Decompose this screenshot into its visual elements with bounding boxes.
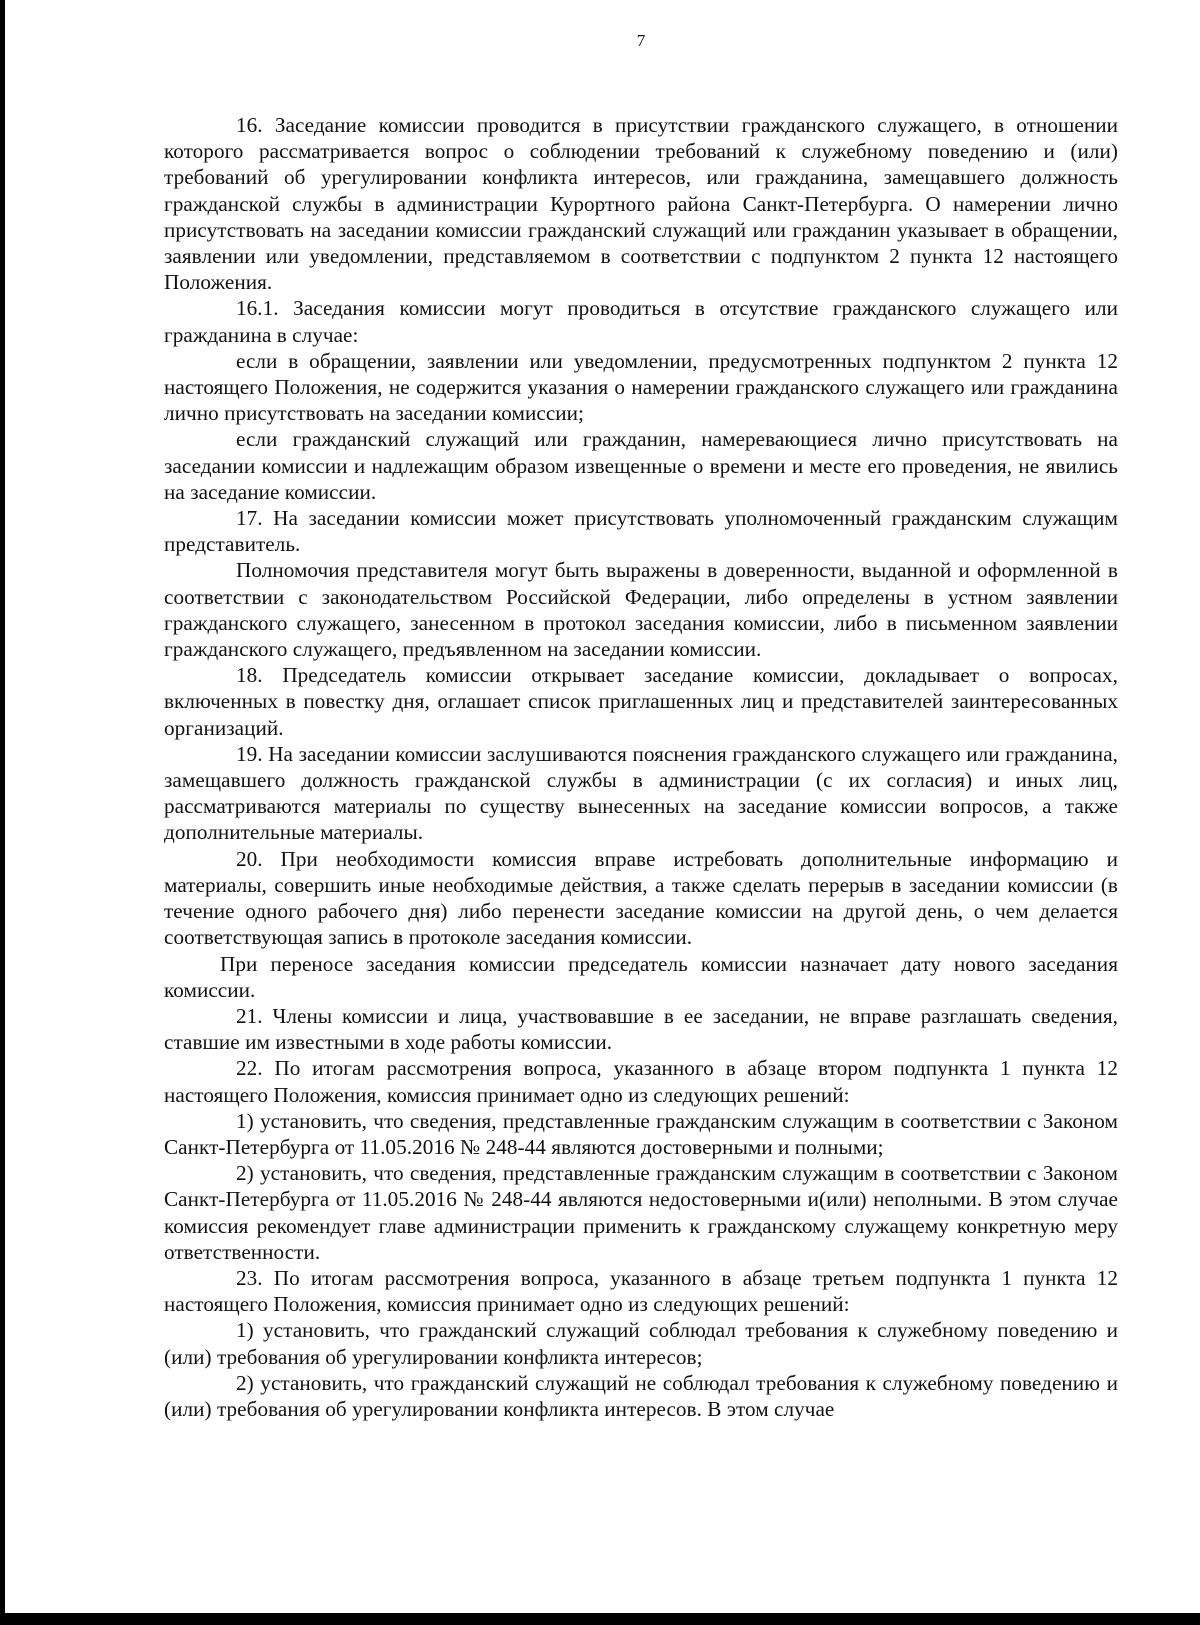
paragraph-20-postpone: При переносе заседания комиссии председатель комиссии назначает дату нового заседания комиссии. [164,951,1118,1002]
paragraph-16-1: 16.1. Заседания комиссии могут проводиться в отсутствие гражданского служащего или гражданина в случае: [164,296,1118,347]
paragraph-17: 17. На заседании комиссии может присутствовать уполномоченный гражданским служащим представитель. [164,506,1118,557]
paragraph-20: 20. При необходимости комиссия вправе истребовать дополнительные информацию и материалы, совершить иные необходимые действия, а также сделать перерыв в заседании комиссии (в течение одного рабочего дня) либо перенести заседание комиссии на другой день, о чем делается соответствующая запись в протоколе заседания комиссии. [164,846,1118,950]
paragraph-21: 21. Члены комиссии и лица, участвовавшие в ее заседании, не вправе разглашать сведения, ставшие им известными в ходе работы комиссии. [164,1003,1118,1055]
paragraph-16-1-case-2: если гражданский служащий или гражданин, намеревающиеся лично присутствовать на заседании комиссии и надлежащим образом извещенные о времени и месте его проведения, не явились на заседание комиссии. [164,427,1118,504]
paragraph-16: 16. Заседание комиссии проводится в присутствии гражданского служащего, в отношении которого рассматривается вопрос о соблюдении требований к служебному поведению и (или) требований об урегулировании конфликта интересов, или гражданина, замещавшего должность гражданской службы в администрации Курортного района Санкт-Петербурга. О намерении лично присутствовать на заседании комиссии гражданский служащий или гражданин указывает в обращении, заявлении или уведомлении, представляемом в соответствии с подпунктом 2 пункта 12 настоящего Положения. [164,113,1118,295]
scan-edge-left [0,0,5,1625]
document-body [164,112,1118,1422]
page-number: 7 [636,31,646,50]
paragraph-17-powers: Полномочия представителя могут быть выражены в доверенности, выданной и оформленной в соответствии с законодательством Российской Федерации, либо определены в устном заявлении гражданского служащего, занесенном в протокол заседания комиссии, либо в письменном заявлении гражданского служащего, предъявленном на заседании комиссии. [164,558,1118,662]
paragraph-16-1-case-1: если в обращении, заявлении или уведомлении, предусмотренных подпунктом 2 пункта 12 настоящего Положения, не содержится указания о намерении гражданского служащего или гражданина лично присутствовать на заседании комиссии; [164,348,1118,426]
paragraph-19: 19. На заседании комиссии заслушиваются пояснения гражданского служащего или гражданина, замещавшего должность гражданской службы в администрации (с их согласия) и иных лиц, рассматриваются материалы по существу вынесенных на заседание комиссии вопросов, а также дополнительные материалы. [164,741,1118,845]
paragraph-22-decision-1: 1) установить, что сведения, представленные гражданским служащим в соответствии с Законом Санкт-Петербурга от 11.05.2016 № 248-44 являются достоверными и полными; [164,1108,1118,1159]
paragraph-23-decision-1: 1) установить, что гражданский служащий соблюдал требования к служебному поведению и (или) требования об урегулировании конфликта интересов; [164,1318,1118,1369]
scan-edge-bottom [0,1613,1200,1625]
paragraph-23: 23. По итогам рассмотрения вопроса, указанного в абзаце третьем подпункта 1 пункта 12 настоящего Положения, комиссия принимает одно из следующих решений: [164,1265,1118,1317]
paragraph-23-decision-2: 2) установить, что гражданский служащий не соблюдал требования к служебному поведению и (или) требования об урегулировании конфликта интересов. В этом случае [164,1370,1118,1421]
paragraph-18: 18. Председатель комиссии открывает заседание комиссии, докладывает о вопросах, включенных в повестку дня, оглашает список приглашенных лиц и представителей заинтересованных организаций. [164,663,1118,740]
paragraph-22: 22. По итогам рассмотрения вопроса, указанного в абзаце втором подпункта 1 пункта 12 настоящего Положения, комиссия принимает одно из следующих решений: [164,1056,1118,1107]
paragraph-22-decision-2: 2) установить, что сведения, представленные гражданским служащим в соответствии с Законом Санкт-Петербурга от 11.05.2016 № 248-44 являются недостоверными и(или) неполными. В этом случае комиссия рекомендует главе администрации применить к гражданскому служащему конкретную меру ответственности. [164,1161,1118,1264]
